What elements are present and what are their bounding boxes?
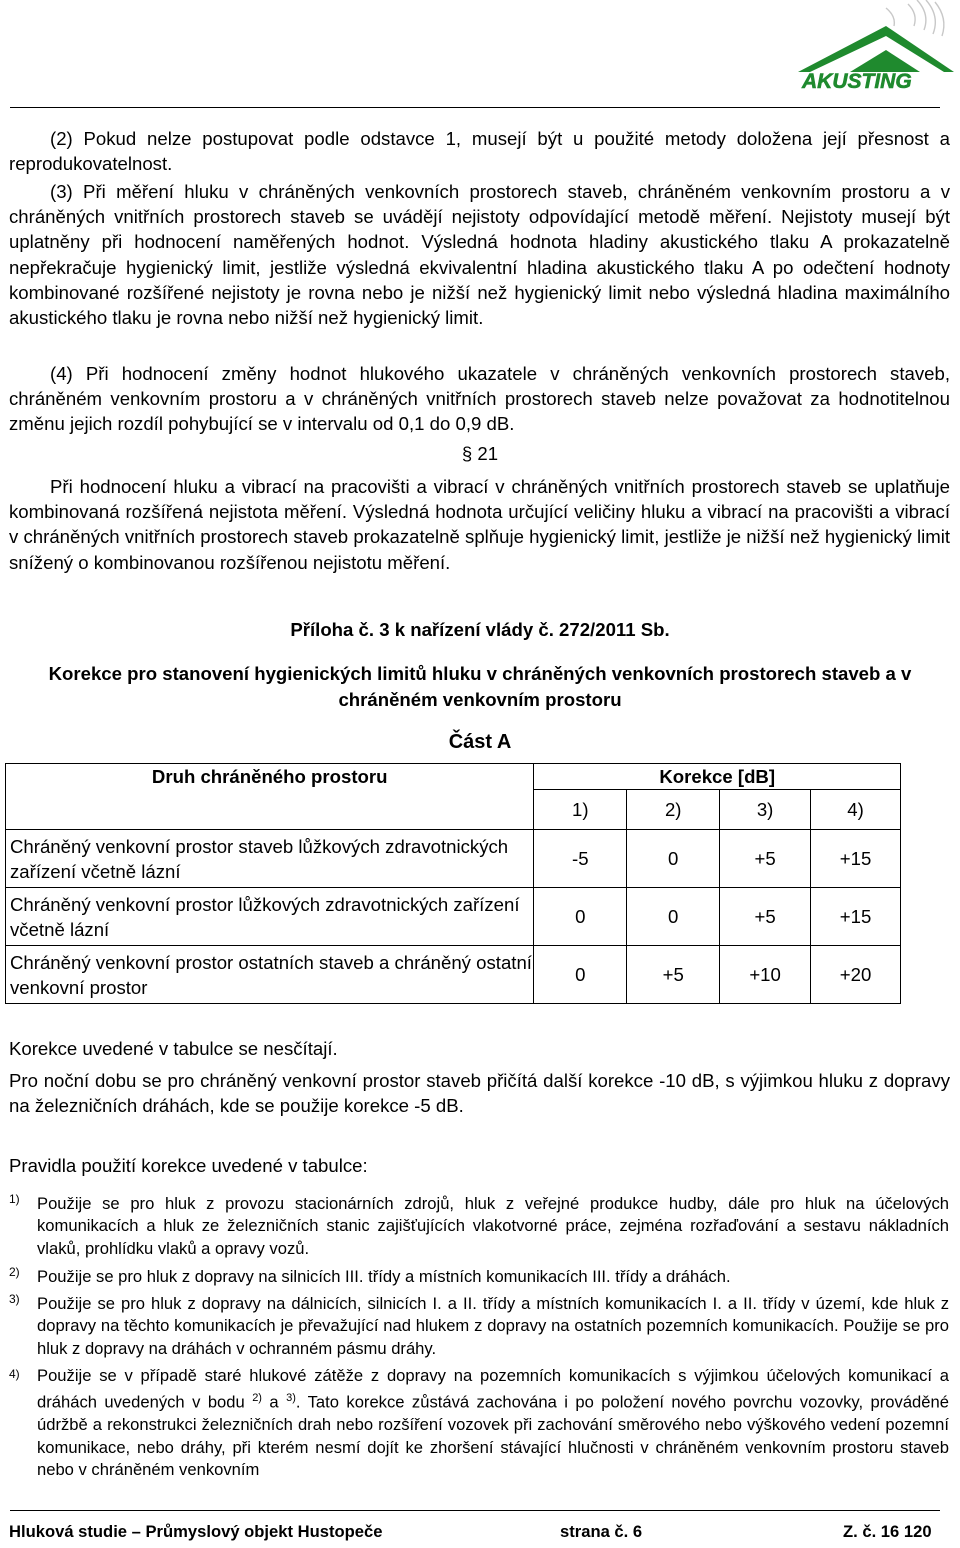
subheader-4: 4) bbox=[811, 790, 901, 830]
footer-study-title: Hluková studie – Průmyslový objekt Hustopeče bbox=[9, 1522, 383, 1541]
rule-text-part: Použije se v případě staré hlukové zátěže z dopravy na pozemních komunikacích s výjimkou účelových komunikací a dráhách uvedených v bodu bbox=[37, 1366, 949, 1412]
rule-marker: 4) bbox=[9, 1367, 20, 1381]
cell-value: 0 bbox=[627, 888, 720, 946]
subheader-1: 1) bbox=[534, 790, 627, 830]
note-no-summing: Korekce uvedené v tabulce se nesčítají. bbox=[9, 1038, 338, 1059]
table-row bbox=[6, 830, 901, 888]
rules-title: Pravidla použití korekce uvedené v tabulce: bbox=[9, 1155, 368, 1176]
rule-marker: 1) bbox=[9, 1192, 20, 1206]
cell-value: +5 bbox=[720, 888, 811, 946]
cell-value: +5 bbox=[720, 830, 811, 888]
rule-item bbox=[9, 1293, 949, 1360]
paragraph-4: (4) Při hodnocení změny hodnot hlukového ukazatele v chráněných venkovních prostorech staveb, chráněném venkovním prostoru a v chráněných vnitřních prostorech staveb nelze považovat za hodnotitelnou změnu jejich rozdíl pohybující se v intervalu od 0,1 do 0,9 dB. bbox=[9, 363, 950, 435]
cell-value: 0 bbox=[627, 830, 720, 888]
row-label: Chráněný venkovní prostor ostatních staveb a chráněný ostatní venkovní prostor bbox=[6, 946, 534, 1004]
footer-rule bbox=[10, 1510, 940, 1511]
subheader-3: 3) bbox=[720, 790, 811, 830]
cell-value: -5 bbox=[534, 830, 627, 888]
row-label: Chráněný venkovní prostor lůžkových zdravotnických zařízení včetně lázní bbox=[6, 888, 534, 946]
correction-table bbox=[5, 763, 901, 1004]
rule-text: Použije se pro hluk z provozu stacionárních zdrojů, hluk z veřejné produkce hudby, dále pro hluk na účelových komunikacích a hluk ze železničních stanic zajišťujících vlakotvorné práce, zejména rozřaďování a sestavu nákladních vlaků, prohlídku vlaků a opravy vozů. bbox=[37, 1194, 949, 1258]
cell-value: 0 bbox=[534, 888, 627, 946]
rule-text bbox=[37, 1365, 949, 1482]
rule-marker: 2) bbox=[9, 1265, 20, 1279]
cell-value: 0 bbox=[534, 946, 627, 1004]
rule-text: Použije se pro hluk z dopravy na dálnicích, silnicích I. a II. třídy a místních komunikacích I. a II. třídy v území, kde hluk z dopravy na těchto komunikacích je převažující nad hlukem z dopravy na ostatních pozemních komunikacích. Použije se pro hluk z dopravy na dráhách v ochranném pásmu dráhy. bbox=[37, 1294, 949, 1358]
cell-value: +15 bbox=[811, 830, 901, 888]
column-header-correction: Korekce [dB] bbox=[534, 764, 901, 790]
table-header-row bbox=[6, 764, 901, 790]
annex-title: Příloha č. 3 k nařízení vlády č. 272/2011 Sb. bbox=[290, 619, 670, 640]
rule-marker: 3) bbox=[9, 1292, 20, 1306]
paragraph-2: (2) Pokud nelze postupovat podle odstavce 1, musejí být u použité metody doložena její přesnost a reprodukovatelnost. bbox=[9, 128, 950, 175]
row-label: Chráněný venkovní prostor staveb lůžkových zdravotnických zařízení včetně lázní bbox=[6, 830, 534, 888]
subheader-2: 2) bbox=[627, 790, 720, 830]
part-a-heading: Část A bbox=[448, 731, 512, 753]
column-header-space-type: Druh chráněného prostoru bbox=[6, 764, 534, 830]
paragraph-3: (3) Při měření hluku v chráněných venkovních prostorech staveb, chráněném venkovním prostoru a v chráněných vnitřních prostorech staveb se uvádějí nejistoty odpovídající metodě měření. Nejistoty musejí být uplatněny při hodnocení naměřených hodnot. Výsledná hodnota hladiny akustického tlaku A prokazatelně nepřekračuje hygienický limit, jestliže výsledná ekvivalentní hladina akustického tlaku A po odečtení hodnoty kombinované rozšířené nejistoty je rovna nebo je nižší než hygienický limit nebo výsledná hladina maximálního akustického tlaku je rovna nebo nižší než hygienický limit. bbox=[9, 181, 950, 329]
paragraph-21: Při hodnocení hluku a vibrací na pracovišti a vibrací v chráněných vnitřních prostorech staveb se uplatňuje kombinovaná rozšířená nejistota měření. Výsledná hodnota určující veličiny hluku a vibrací na pracovišti a vibrací v chráněných vnitřních prostorech staveb prokazatelně splňuje hygienický limit, jestliže je nižší než hygienický limit snížený o kombinovanou rozšířenou nejistotu měření. bbox=[9, 476, 950, 573]
rule-item bbox=[9, 1193, 949, 1260]
cell-value: +10 bbox=[720, 946, 811, 1004]
cell-value: +5 bbox=[627, 946, 720, 1004]
akusting-logo bbox=[790, 0, 960, 92]
cell-value: +20 bbox=[811, 946, 901, 1004]
logo-text: AKUSTING bbox=[802, 70, 912, 92]
table-row bbox=[6, 946, 901, 1004]
cell-value: +15 bbox=[811, 888, 901, 946]
header-rule bbox=[10, 107, 940, 108]
footnote-ref: 2) bbox=[252, 1392, 262, 1405]
footer-page-number: strana č. 6 bbox=[560, 1522, 643, 1541]
rule-text: Použije se pro hluk z dopravy na silnicích III. třídy a místních komunikacích III. třídy a dráhách. bbox=[37, 1267, 731, 1286]
rule-item bbox=[9, 1266, 949, 1288]
annex-subtitle: Korekce pro stanovení hygienických limitů hluku v chráněných venkovních prostorech staveb a v chráněném venkovním prostoru bbox=[48, 663, 912, 710]
footer-contract-number: Z. č. 16 120 bbox=[843, 1522, 932, 1541]
footnote-ref: 3) bbox=[286, 1392, 296, 1405]
rule-text-part: . Tato korekce zůstává zachována i po položení nového povrchu vozovky, prováděné údržbě a rekonstrukci železničních drah nebo rozšíření vozovek při zachování směrového nebo výškového vedení pozemní komunikace, nebo dráhy, při kterém nesmí dojít ke zhoršení stávající hlučnosti v chráněném venkovním prostoru staveb nebo v chráněném venkovním bbox=[37, 1392, 949, 1480]
rule-item bbox=[9, 1365, 949, 1483]
rule-text-part: a bbox=[269, 1392, 279, 1412]
section-21-heading: § 21 bbox=[461, 443, 499, 464]
table-row bbox=[6, 888, 901, 946]
note-night-correction: Pro noční dobu se pro chráněný venkovní prostor staveb přičítá další korekce -10 dB, s výjimkou hluku z dopravy na železničních dráhách, kde se použije korekce -5 dB. bbox=[9, 1070, 950, 1117]
